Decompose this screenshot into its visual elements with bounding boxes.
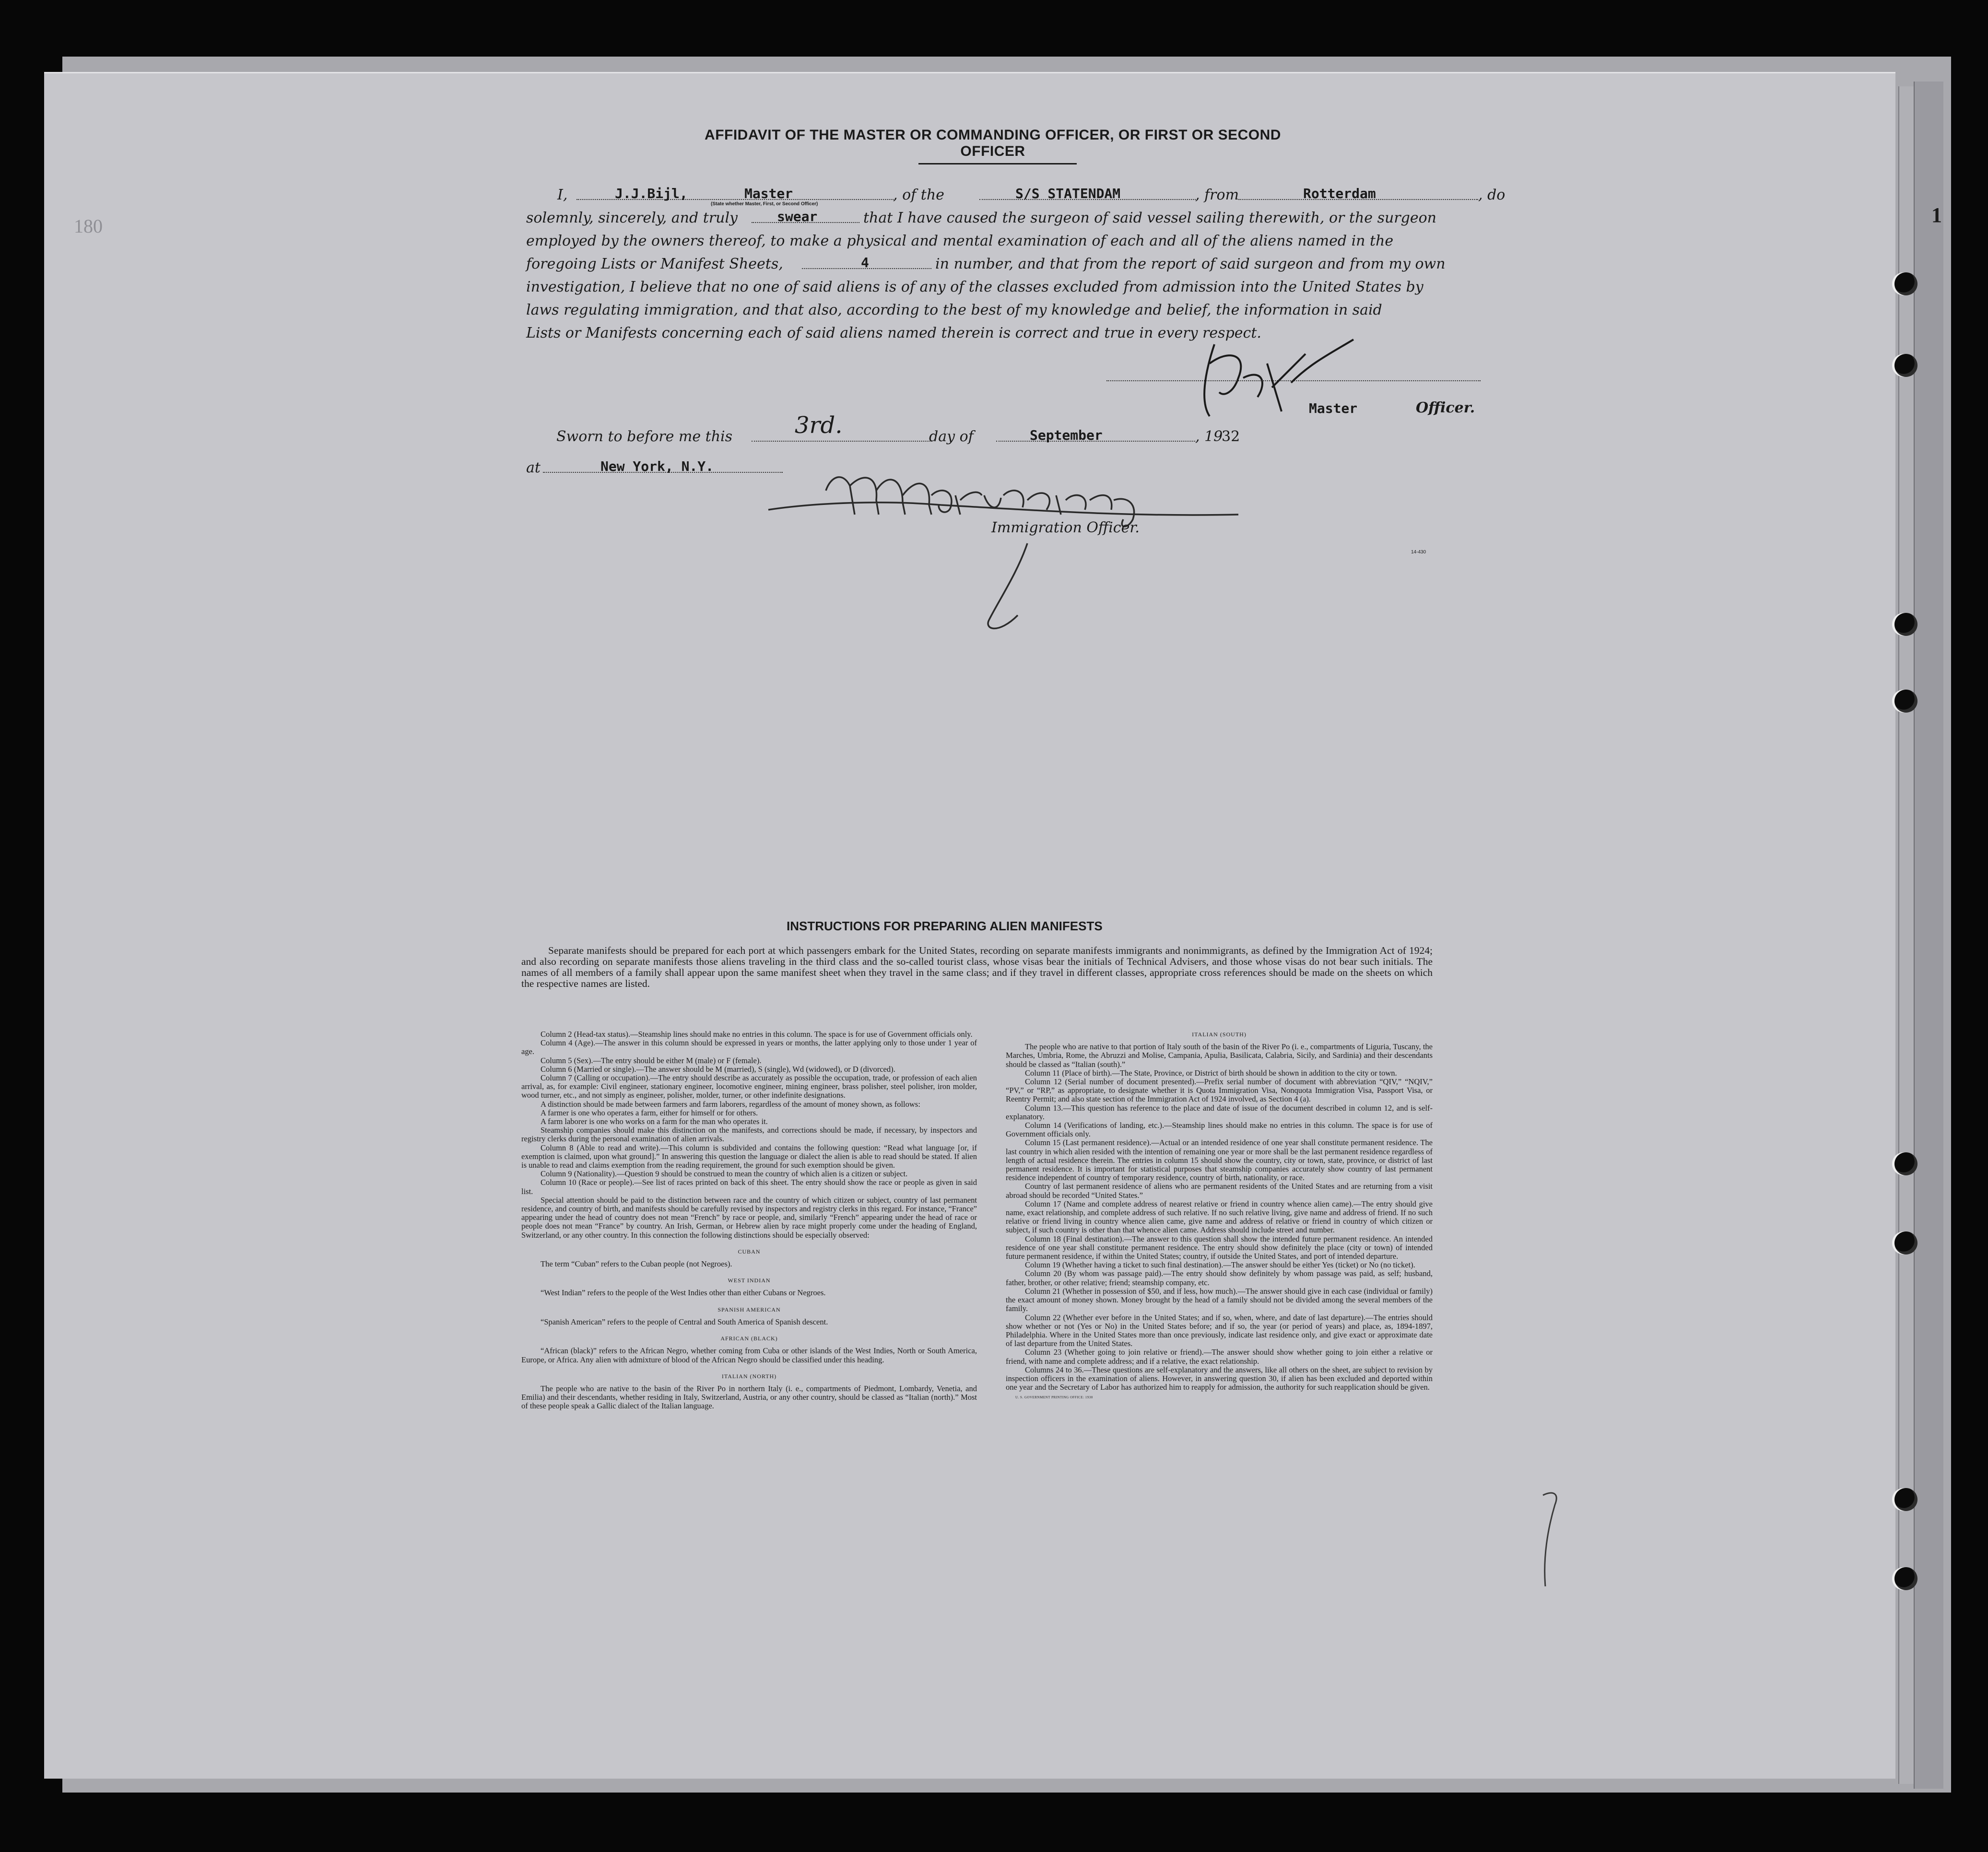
section-heading: SPANISH AMERICAN xyxy=(718,1306,781,1313)
affidavit-line-3: employed by the owners thereof, to make a physical and mental examination of each and all of the aliens named in the xyxy=(526,233,1394,249)
binder-hole-icon xyxy=(1894,272,1917,295)
instruction-paragraph: Column 22 (Whether ever before in the United States; and if so, when, where, and date of last departure).—The entries should show whether or not (Yes or No) in the United States before; and if so, the year (or period of years) and place, as, 1894-1897, Philadelphia. Where in the United States more than once previously, indicate last residence only, and give exact or approximate date of last departure from the United States. xyxy=(1006,1313,1433,1348)
instruction-paragraph: Special attention should be paid to the distinction between race and the country of which citizen or subject, country of last permanent residence, and country of birth, and manifests should be carefully revised by inspectors and registry clerks in this regard. For instance, “France” appearing under the head of country does not mean “French” by race or people, and, similarly “French” appearing under the head of race or people does not mean “France” by country. An Irish, German, or Hebrew alien by race might properly come under the heading of England, Switzerland, or any other country. In this connection the following distinctions should be especially observed: xyxy=(521,1195,977,1240)
instruction-paragraph: Steamship companies should make this distinction on the manifests, and corrections should be made, if necessary, by inspectors and registry clerks during the personal examination of alien arrivals. xyxy=(521,1125,977,1144)
instruction-paragraph: The term “Cuban” refers to the Cuban people (not Negroes). xyxy=(541,1259,732,1269)
instruction-paragraph: Column 19 (Whether having a ticket to such final destination).—The answer should be either Yes (ticket) or No (no ticket). xyxy=(1025,1260,1415,1270)
instruction-paragraph: The people who are native to the basin of the River Po in northern Italy (i. e., compartments of Piedmont, Lombardy, Venetia, and Emilia) and their descendants, whether residing in Italy, Switzerland, Austria, or any other country, should be classed as “Italian (north).” Most of these people speak a Gallic dialect of the Italian language. xyxy=(521,1383,977,1411)
instruction-paragraph: Column 8 (Able to read and write).—This column is subdivided and contains the following question: “Read what language [or, if exemption is claimed, upon what ground].” In answering this question the language or dialect the alien is able to read should be stated. If alien is unable to read and claims exemption from the reading requirement, the ground for such exemption should be given. xyxy=(521,1143,977,1170)
instruction-paragraph: Column 14 (Verifications of landing, etc.).—Steamship lines should make no entries in this column. The space is for use of Government officials only. xyxy=(1006,1121,1433,1139)
instruction-paragraph: Column 10 (Race or people).—See list of races printed on back of this sheet. The entry should show the race or people as given in said list. xyxy=(521,1178,977,1196)
pencil-mark xyxy=(1533,1490,1572,1596)
instruction-paragraph: A farmer is one who operates a farm, either for himself or for others. xyxy=(541,1108,758,1117)
signer-title-typed: Master xyxy=(1309,400,1358,416)
instruction-paragraph: Column 21 (Whether in possession of $50, and if less, how much).—The answer should give in each case (individual or family) the exact amount of money shown. Money brought by the head of a family should not be divided among the several members of the family. xyxy=(1006,1286,1433,1313)
binder-hole-icon xyxy=(1894,1231,1917,1254)
binder-hole-icon xyxy=(1894,354,1917,377)
immigration-officer-label: Immigration Officer. xyxy=(991,519,1140,536)
at-label: at xyxy=(526,459,541,476)
rank-note: (State whether Master, First, or Second Officer) xyxy=(711,201,818,207)
day-field-line xyxy=(752,441,931,442)
sheets-line-pre: foregoing Lists or Manifest Sheets, xyxy=(526,256,783,272)
binder-hole-icon xyxy=(1894,1567,1917,1590)
instruction-paragraph: Column 17 (Name and complete address of nearest relative or friend in country whence alien came).—The entry should give name, exact relationship, and complete address of such relative. If no such relative living, give name and address of friend. If no such relative or friend living in country whence alien came, give name and address of relative or friend in country of which citizen or subject, if such country is other than that whence alien came. Address should include street and number. xyxy=(1006,1199,1433,1235)
instructions-title: INSTRUCTIONS FOR PREPARING ALIEN MANIFESTS xyxy=(787,919,1103,933)
instructions-left-column xyxy=(521,1030,977,1411)
instruction-paragraph: Column 4 (Age).—The answer in this column should be expressed in years or months, the latter applying only to those under 1 year of age. xyxy=(521,1038,977,1056)
instruction-paragraph: Column 7 (Calling or occupation).—The entry should describe as accurately as possible the occupation, trade, or profession of each alien arrival, as, for example: Civil engineer, stationary engineer, locomotive engineer, mining engineer, brass polisher, steel polisher, iron molder, wood turner, etc., and not simply as engineer, polisher, molder, turner, or other indefinite designations. xyxy=(521,1073,977,1100)
do-label: , do xyxy=(1478,187,1506,203)
instruction-paragraph: Column 5 (Sex).—The entry should be either M (male) or F (female). xyxy=(541,1055,762,1065)
instruction-paragraph: Column 6 (Married or single).—The answer should be M (married), S (single), Wd (widowed), or D (divorced). xyxy=(541,1064,895,1074)
year-suffix: 32 xyxy=(1222,428,1240,445)
instruction-paragraph: Column 9 (Nationality).—Question 9 should be construed to mean the country of which alien is a citizen or subject. xyxy=(541,1169,908,1179)
binder-hole-icon xyxy=(1894,1488,1917,1511)
sheet-count: 4 xyxy=(861,255,869,270)
instruction-paragraph: The people who are native to that portion of Italy south of the basin of the River Po (i. e., compartments of Liguria, Tuscany, the Marches, Umbria, Rome, the Abruzzi and Molise, Campania, Apulia, Basilicata, Calabria, Sicily, and Sardinia) and their descendants should be classed as “Italian (south).” xyxy=(1006,1042,1433,1069)
sworn-label: Sworn to before me this xyxy=(556,428,733,445)
rank-value: Master xyxy=(744,186,793,201)
instruction-paragraph: “West Indian” refers to the people of the West Indies other than either Cubans or Negroes. xyxy=(541,1288,826,1298)
instruction-paragraph: Column 12 (Serial number of document presented).—Prefix serial number of document with abbreviation “QIV,” “NQIV,” “PV,” or “RP,” as appropriate, to designate whether it is Quota Immigration Visa, Nonquota Immigration Visa, Passport Visa, or Reentry Permit; and also state section of the Immigration Act of 1924 involved, as Section 4 (a). xyxy=(1006,1077,1433,1104)
instruction-paragraph: Column 18 (Final destination).—The answer to this question shall show the intended future permanent residence. An intended residence of one year shall constitute permanent residence. The entry should show definitely the place (city or town) of intended future permanent residence, if within the United States; country, if outside the United States, and port of intended departure. xyxy=(1006,1234,1433,1261)
year-prefix: , 19 xyxy=(1195,428,1223,445)
instructions-intro: Separate manifests should be prepared for each port at which passengers embark for the United States, recording on separate manifests immigrants and nonimmigrants, as defined by the Immigration Act of 1924; and also recording on separate manifests those aliens traveling in the third class and the so-called tourist class, whose visas bear the initials of Technical Advisers, and those whose visas do not bear such initials. The names of all members of a family shall appear upon the same manifest sheet when they travel in the same class; and if they travel in different classes, appropriate cross references should be made on the sheets on which the respective names are listed. xyxy=(521,945,1433,989)
affidavit-title: AFFIDAVIT OF THE MASTER OR COMMANDING OFFICER, OR FIRST OR SECOND OFFICER xyxy=(705,127,1281,159)
section-heading: ITALIAN (NORTH) xyxy=(721,1372,777,1380)
instruction-paragraph: A distinction should be made between farmers and farm laborers, regardless of the amount of money shown, as follows: xyxy=(541,1099,920,1109)
gpo-imprint: U. S. GOVERNMENT PRINTING OFFICE: 1930 xyxy=(1015,1395,1093,1400)
sworn-month: September xyxy=(1030,427,1103,443)
binder-hole-icon xyxy=(1894,1152,1917,1175)
binder-hole-icon xyxy=(1894,690,1917,713)
instruction-paragraph: Column 20 (By whom was passage paid).—The entry should show definitely by whom passage was paid, as self; husband, father, brother, or other relative; friend; steamship company, etc. xyxy=(1006,1269,1433,1287)
affidavit-line-7: Lists or Manifests concerning each of said aliens named therein is correct and true in every respect. xyxy=(526,325,1261,341)
binder-hole-icon xyxy=(1894,613,1917,636)
vessel-name: S/S STATENDAM xyxy=(1015,186,1121,201)
form-code: 14-430 xyxy=(1411,550,1426,555)
sheets-line-post: in number, and that from the report of said surgeon and from my own xyxy=(935,256,1446,272)
signer-title-printed: Officer. xyxy=(1416,399,1475,416)
oath-line-post: that I have caused the surgeon of said vessel sailing therewith, or the surgeon xyxy=(863,210,1436,226)
instruction-paragraph: Column 13.—This question has reference to the place and date of issue of the document described in column 12, and is self-explanatory. xyxy=(1006,1103,1433,1121)
instruction-paragraph: Country of last permanent residence of aliens who are permanent residents of the United States and are returning from a visit abroad should be recorded “United States.” xyxy=(1006,1182,1433,1200)
instructions-right-column xyxy=(1006,1030,1433,1402)
day-of-label: day of xyxy=(929,428,974,445)
affidavit-i-label: I, xyxy=(557,187,568,203)
section-heading: CUBAN xyxy=(738,1248,761,1255)
instruction-paragraph: Column 23 (Whether going to join relative or friend).—The answer should show whether going to join either a relative or friend, with name and complete address; and if a relative, the exact relationship. xyxy=(1006,1348,1433,1366)
section-heading: WEST INDIAN xyxy=(728,1277,771,1284)
oath-value: swear xyxy=(777,209,818,224)
faint-stamp-mark: 180 xyxy=(74,215,103,237)
affidavit-line-6: laws regulating immigration, and that also, according to the best of my knowledge and belief, the information in said xyxy=(526,302,1382,318)
oath-line-pre: solemnly, sincerely, and truly xyxy=(526,210,738,226)
departure-port: Rotterdam xyxy=(1303,186,1376,201)
instruction-paragraph: “Spanish American” refers to the people of Central and South America of Spanish descent. xyxy=(541,1317,828,1326)
instruction-paragraph: A farm laborer is one who works on a farm for the man who operates it. xyxy=(541,1117,768,1126)
page-stack-edge-outer xyxy=(1914,82,1943,1789)
master-signature xyxy=(1195,335,1387,426)
section-heading: AFRICAN (BLACK) xyxy=(720,1335,778,1342)
sworn-place: New York, N.Y. xyxy=(600,458,714,474)
immigration-officer-signature xyxy=(759,457,1248,658)
title-rule xyxy=(918,163,1077,164)
page-number: 1 xyxy=(1931,203,1942,227)
master-name: J.J.Bijl, xyxy=(615,186,688,201)
instruction-paragraph: “African (black)” refers to the African Negro, whether coming from Cuba or other islands of the West Indies, North or South America, Europe, or Africa. Any alien with admixture of blood of the African Negro should be classified under this heading. xyxy=(521,1346,977,1364)
sworn-day: 3rd. xyxy=(795,412,843,439)
instruction-paragraph: Column 11 (Place of birth).—The State, Province, or District of birth should be shown in addition to the city or town. xyxy=(1025,1068,1397,1078)
instruction-paragraph: Columns 24 to 36.—These questions are self-explanatory and the answers, like all others on the sheet, are subject to revision by inspection officers in the examination of aliens. However, in answering question 30, if alien has been excluded and deported within one year and the Secretary of Labor has authorized him to reapply for admission, the authority for such reapplication should be given. xyxy=(1006,1365,1433,1392)
instruction-paragraph: Column 15 (Last permanent residence).—Actual or an intended residence of one year shall constitute permanent residence. The last country in which alien resided with the intention of remaining one year or more shall be the last permanent residence regardless of length of actual residence therein. The entries in column 15 should show the country, city or town, state, province, or district of last permanent residence. It is important for statistical purposes that steamship companies accurately show country of last permanent residence independent of country of temporary residence, country of birth, nationality, or race. xyxy=(1006,1138,1433,1183)
from-label: , from xyxy=(1195,187,1239,203)
affidavit-line-5: investigation, I believe that no one of said aliens is of any of the classes excluded from admission into the United States by xyxy=(526,279,1423,295)
page-stack-edge xyxy=(1898,86,1914,1784)
instruction-paragraph: Column 2 (Head-tax status).—Steamship lines should make no entries in this column. The space is for use of Government officials only. xyxy=(541,1030,973,1039)
of-the-label: , of the xyxy=(893,187,944,203)
section-heading: ITALIAN (SOUTH) xyxy=(1192,1031,1247,1038)
manifest-sheet xyxy=(44,72,1942,1779)
